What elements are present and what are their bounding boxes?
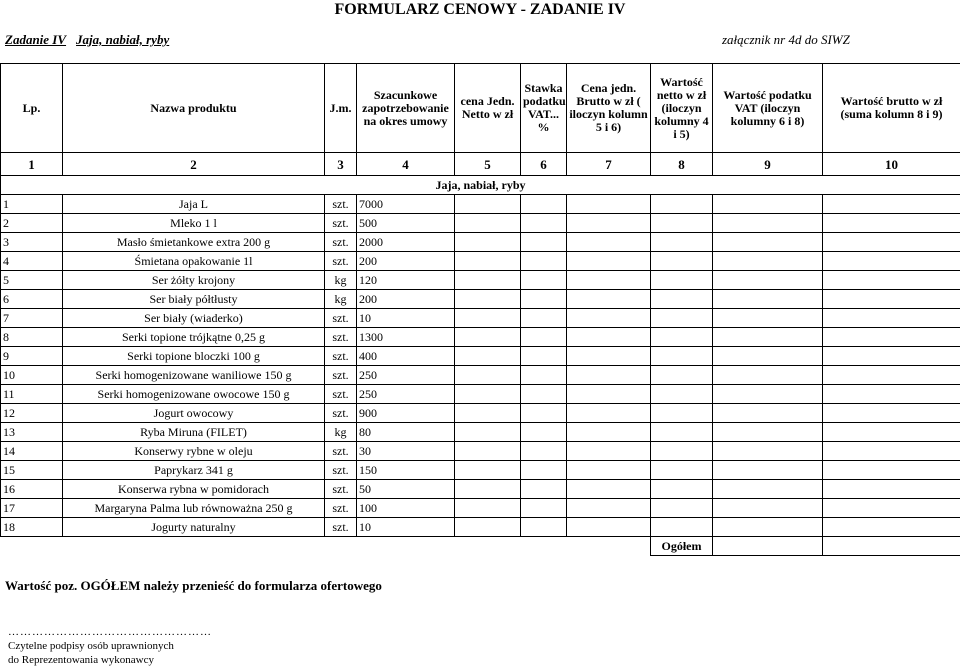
cell-empty <box>651 328 713 347</box>
col-number: 5 <box>455 153 521 176</box>
cell-empty <box>713 461 823 480</box>
cell-lp: 15 <box>1 461 63 480</box>
cell-empty <box>651 309 713 328</box>
cell-empty <box>823 214 960 233</box>
col-number: 8 <box>651 153 713 176</box>
cell-product-name: Śmietana opakowanie 1l <box>63 252 325 271</box>
cell-quantity: 50 <box>357 480 455 499</box>
cell-empty <box>651 442 713 461</box>
cell-empty <box>567 290 651 309</box>
cell-lp: 17 <box>1 499 63 518</box>
cell-lp: 13 <box>1 423 63 442</box>
cell-empty <box>651 252 713 271</box>
cell-empty <box>521 385 567 404</box>
cell-empty <box>823 442 960 461</box>
cell-quantity: 2000 <box>357 233 455 252</box>
cell-empty <box>823 480 960 499</box>
table-row <box>1 309 960 328</box>
cell-empty <box>455 328 521 347</box>
cell-empty <box>823 290 960 309</box>
cell-lp: 3 <box>1 233 63 252</box>
cell-empty <box>651 271 713 290</box>
cell-lp: 9 <box>1 347 63 366</box>
cell-unit: szt. <box>325 309 357 328</box>
cell-empty <box>521 195 567 214</box>
cell-empty <box>567 461 651 480</box>
cell-unit: szt. <box>325 480 357 499</box>
col-header-vat-value: Wartość podatku VAT (iloczyn kolumny 6 i 8) <box>713 64 823 153</box>
cell-unit: szt. <box>325 499 357 518</box>
cell-quantity: 250 <box>357 366 455 385</box>
cell-lp: 4 <box>1 252 63 271</box>
cell-unit: szt. <box>325 404 357 423</box>
cell-unit: szt. <box>325 442 357 461</box>
cell-empty <box>455 480 521 499</box>
cell-empty <box>567 404 651 423</box>
cell-empty <box>823 404 960 423</box>
cell-product-name: Konserwa rybna w pomidorach <box>63 480 325 499</box>
cell-empty <box>521 461 567 480</box>
cell-empty <box>455 252 521 271</box>
cell-quantity: 900 <box>357 404 455 423</box>
cell-empty <box>823 309 960 328</box>
cell-empty <box>651 385 713 404</box>
cell-quantity: 500 <box>357 214 455 233</box>
col-number: 10 <box>823 153 960 176</box>
col-header-gross-price: Cena jedn. Brutto w zł ( iloczyn kolumn 5 i 6) <box>567 64 651 153</box>
table-row <box>1 366 960 385</box>
cell-empty <box>567 518 651 537</box>
cell-empty <box>521 347 567 366</box>
cell-empty <box>823 328 960 347</box>
cell-product-name: Masło śmietankowe extra 200 g <box>63 233 325 252</box>
cell-quantity: 10 <box>357 518 455 537</box>
table-row <box>1 271 960 290</box>
table-row <box>1 461 960 480</box>
total-row <box>1 537 960 556</box>
cell-empty <box>455 214 521 233</box>
cell-empty <box>823 271 960 290</box>
cell-empty <box>567 252 651 271</box>
cell-lp: 10 <box>1 366 63 385</box>
cell-empty <box>567 366 651 385</box>
cell-empty <box>823 233 960 252</box>
annex-label: załącznik nr 4d do SIWZ <box>722 32 850 47</box>
cell-unit: kg <box>325 271 357 290</box>
col-header-lp: Lp. <box>1 64 63 153</box>
section-title: Jaja, nabiał, ryby <box>1 176 960 195</box>
cell-empty <box>713 423 823 442</box>
cell-empty <box>567 233 651 252</box>
table-row <box>1 480 960 499</box>
cell-lp: 11 <box>1 385 63 404</box>
table-row <box>1 252 960 271</box>
cell-unit: kg <box>325 423 357 442</box>
cell-empty <box>651 195 713 214</box>
table-row <box>1 385 960 404</box>
cell-unit: szt. <box>325 518 357 537</box>
cell-quantity: 200 <box>357 252 455 271</box>
col-number: 9 <box>713 153 823 176</box>
col-header-gross-value: Wartość brutto w zł (suma kolumn 8 i 9) <box>823 64 960 153</box>
cell-lp: 1 <box>1 195 63 214</box>
cell-empty <box>521 404 567 423</box>
total-value-cell <box>713 537 823 556</box>
cell-empty <box>823 499 960 518</box>
cell-quantity: 10 <box>357 309 455 328</box>
cell-unit: szt. <box>325 461 357 480</box>
col-number: 6 <box>521 153 567 176</box>
cell-product-name: Serki homogenizowane waniliowe 150 g <box>63 366 325 385</box>
cell-empty <box>455 385 521 404</box>
cell-empty <box>455 309 521 328</box>
cell-quantity: 400 <box>357 347 455 366</box>
cell-lp: 8 <box>1 328 63 347</box>
cell-unit: szt. <box>325 328 357 347</box>
cell-empty <box>823 347 960 366</box>
cell-empty <box>823 518 960 537</box>
cell-product-name: Ser biały (wiaderko) <box>63 309 325 328</box>
cell-product-name: Ryba Miruna (FILET) <box>63 423 325 442</box>
cell-empty <box>455 290 521 309</box>
price-table <box>0 63 960 556</box>
cell-empty <box>651 461 713 480</box>
cell-unit: szt. <box>325 366 357 385</box>
cell-empty <box>713 499 823 518</box>
cell-empty <box>651 499 713 518</box>
cell-empty <box>567 271 651 290</box>
cell-empty <box>567 423 651 442</box>
col-header-net-price: cena Jedn. Netto w zł <box>455 64 521 153</box>
table-row <box>1 290 960 309</box>
cell-empty <box>521 233 567 252</box>
cell-product-name: Jaja L <box>63 195 325 214</box>
cell-unit: szt. <box>325 385 357 404</box>
cell-empty <box>823 366 960 385</box>
cell-lp: 2 <box>1 214 63 233</box>
cell-empty <box>521 499 567 518</box>
cell-empty <box>651 214 713 233</box>
cell-empty <box>713 309 823 328</box>
col-header-unit: J.m. <box>325 64 357 153</box>
cell-empty <box>651 366 713 385</box>
cell-product-name: Serki homogenizowane owocowe 150 g <box>63 385 325 404</box>
cell-lp: 16 <box>1 480 63 499</box>
cell-empty <box>567 347 651 366</box>
cell-empty <box>521 518 567 537</box>
cell-quantity: 80 <box>357 423 455 442</box>
cell-lp: 18 <box>1 518 63 537</box>
cell-product-name: Serki topione bloczki 100 g <box>63 347 325 366</box>
cell-unit: szt. <box>325 252 357 271</box>
cell-empty <box>567 309 651 328</box>
total-value-cell <box>823 537 960 556</box>
cell-empty <box>713 366 823 385</box>
table-row <box>1 347 960 366</box>
section-row <box>1 176 960 195</box>
col-number: 7 <box>567 153 651 176</box>
cell-empty <box>713 195 823 214</box>
col-header-name: Nazwa produktu <box>63 64 325 153</box>
cell-product-name: Ser żółty krojony <box>63 271 325 290</box>
header-row <box>1 64 960 153</box>
cell-empty <box>455 347 521 366</box>
cell-quantity: 7000 <box>357 195 455 214</box>
cell-empty <box>455 423 521 442</box>
col-number: 4 <box>357 153 455 176</box>
cell-empty <box>713 271 823 290</box>
cell-lp: 6 <box>1 290 63 309</box>
cell-empty <box>713 252 823 271</box>
cell-empty <box>455 442 521 461</box>
signature-dots: …………………………………………… <box>8 626 212 638</box>
cell-product-name: Paprykarz 341 g <box>63 461 325 480</box>
total-spacer <box>1 537 651 556</box>
task-label: Zadanie IV <box>5 32 67 47</box>
cell-lp: 14 <box>1 442 63 461</box>
cell-product-name: Margaryna Palma lub równoważna 250 g <box>63 499 325 518</box>
cell-empty <box>823 385 960 404</box>
cell-empty <box>521 309 567 328</box>
cell-quantity: 250 <box>357 385 455 404</box>
cell-product-name: Ser biały półtłusty <box>63 290 325 309</box>
cell-product-name: Konserwy rybne w oleju <box>63 442 325 461</box>
cell-product-name: Serki topione trójkątne 0,25 g <box>63 328 325 347</box>
cell-empty <box>521 480 567 499</box>
cell-empty <box>651 423 713 442</box>
cell-empty <box>567 195 651 214</box>
cell-quantity: 1300 <box>357 328 455 347</box>
footer-note: Wartość poz. OGÓŁEM należy przenieść do formularza ofertowego <box>5 578 382 593</box>
cell-empty <box>521 423 567 442</box>
cell-empty <box>713 233 823 252</box>
cell-unit: szt. <box>325 233 357 252</box>
cell-empty <box>713 328 823 347</box>
cell-empty <box>521 328 567 347</box>
col-header-net-value: Wartość netto w zł (iloczyn kolumny 4 i 5) <box>651 64 713 153</box>
page-title: FORMULARZ CENOWY - ZADANIE IV <box>334 1 626 18</box>
cell-unit: szt. <box>325 347 357 366</box>
cell-empty <box>823 423 960 442</box>
cell-quantity: 30 <box>357 442 455 461</box>
cell-empty <box>455 233 521 252</box>
cell-unit: szt. <box>325 214 357 233</box>
table-row <box>1 442 960 461</box>
cell-empty <box>567 442 651 461</box>
cell-empty <box>521 252 567 271</box>
cell-empty <box>713 442 823 461</box>
cell-empty <box>455 404 521 423</box>
col-number: 1 <box>1 153 63 176</box>
cell-empty <box>713 214 823 233</box>
col-header-qty: Szacunkowe zapotrzebowanie na okres umowy <box>357 64 455 153</box>
cell-empty <box>567 214 651 233</box>
task-line <box>5 32 169 48</box>
signature-caption-line1: Czytelne podpisy osób uprawnionych <box>8 640 174 652</box>
cell-empty <box>455 461 521 480</box>
cell-empty <box>823 461 960 480</box>
table-row <box>1 233 960 252</box>
group-label: Jaja, nabiał, ryby <box>76 32 170 47</box>
cell-lp: 12 <box>1 404 63 423</box>
cell-empty <box>713 347 823 366</box>
cell-empty <box>651 404 713 423</box>
signature-caption-line2: do Reprezentowania wykonawcy <box>8 654 155 666</box>
cell-empty <box>521 214 567 233</box>
column-numbers-row <box>1 153 960 176</box>
cell-empty <box>823 252 960 271</box>
cell-product-name: Jogurty naturalny <box>63 518 325 537</box>
cell-empty <box>651 347 713 366</box>
cell-quantity: 100 <box>357 499 455 518</box>
cell-empty <box>455 499 521 518</box>
cell-empty <box>567 385 651 404</box>
cell-unit: szt. <box>325 195 357 214</box>
table-row <box>1 499 960 518</box>
col-number: 3 <box>325 153 357 176</box>
cell-empty <box>651 233 713 252</box>
cell-empty <box>521 366 567 385</box>
cell-empty <box>567 328 651 347</box>
cell-empty <box>713 290 823 309</box>
cell-empty <box>455 518 521 537</box>
col-header-vat-rate: Stawka podatku VAT... % <box>521 64 567 153</box>
cell-empty <box>651 480 713 499</box>
cell-unit: kg <box>325 290 357 309</box>
cell-lp: 5 <box>1 271 63 290</box>
cell-quantity: 120 <box>357 271 455 290</box>
cell-empty <box>713 385 823 404</box>
table-row <box>1 195 960 214</box>
cell-empty <box>713 518 823 537</box>
cell-empty <box>455 271 521 290</box>
cell-empty <box>823 195 960 214</box>
cell-empty <box>521 290 567 309</box>
cell-empty <box>713 404 823 423</box>
col-number: 2 <box>63 153 325 176</box>
table-row <box>1 214 960 233</box>
cell-empty <box>455 366 521 385</box>
cell-empty <box>651 290 713 309</box>
cell-empty <box>567 480 651 499</box>
cell-empty <box>455 195 521 214</box>
cell-empty <box>713 480 823 499</box>
cell-product-name: Mleko 1 l <box>63 214 325 233</box>
table-row <box>1 518 960 537</box>
total-label: Ogółem <box>651 537 713 556</box>
cell-empty <box>521 442 567 461</box>
cell-product-name: Jogurt owocowy <box>63 404 325 423</box>
cell-quantity: 150 <box>357 461 455 480</box>
cell-empty <box>521 271 567 290</box>
table-row <box>1 423 960 442</box>
cell-empty <box>651 518 713 537</box>
cell-quantity: 200 <box>357 290 455 309</box>
table-row <box>1 404 960 423</box>
table-row <box>1 328 960 347</box>
cell-empty <box>567 499 651 518</box>
cell-lp: 7 <box>1 309 63 328</box>
